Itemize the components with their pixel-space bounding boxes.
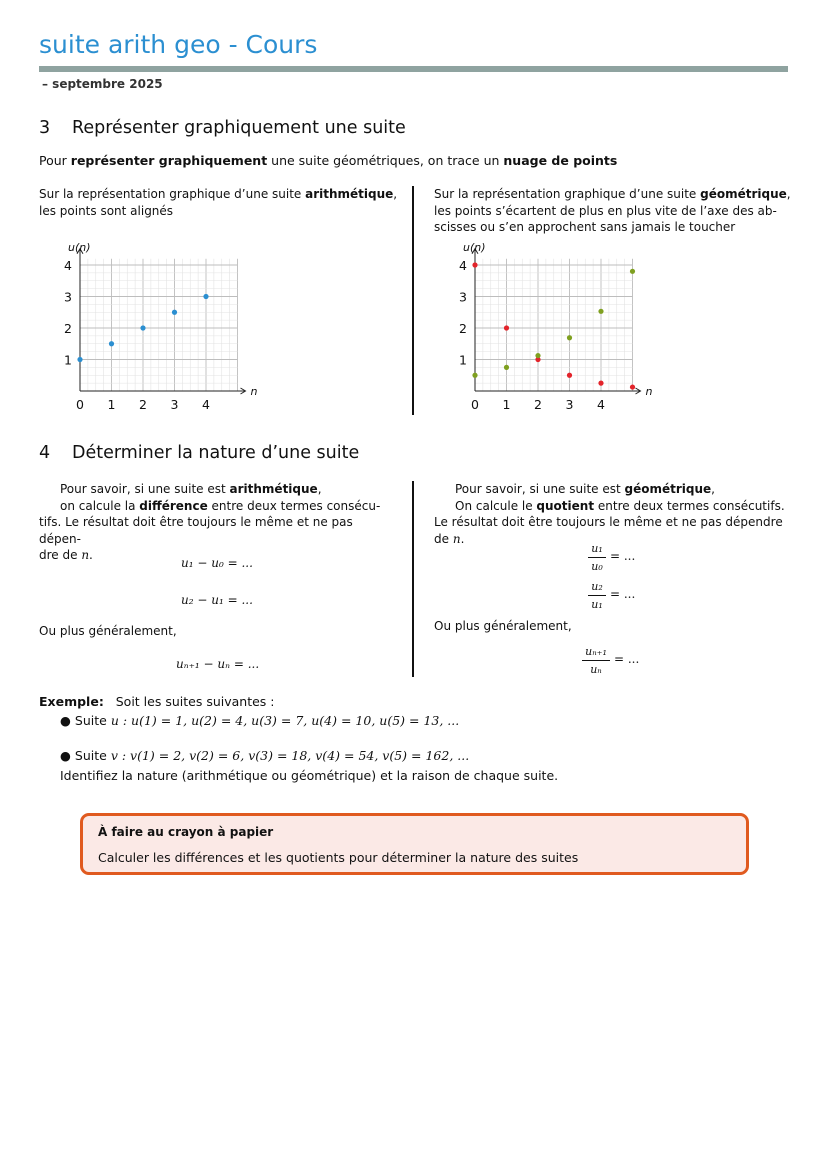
y-tick-label: 1 bbox=[64, 352, 72, 368]
fraction-quotient-1 bbox=[588, 542, 606, 573]
y-axis-label: u(n) bbox=[68, 241, 91, 254]
section-4-title: Déterminer la nature d’une suite bbox=[72, 443, 360, 463]
math-n: n bbox=[81, 548, 90, 562]
data-point bbox=[472, 262, 477, 267]
data-point bbox=[472, 373, 477, 378]
y-tick-label: 2 bbox=[64, 321, 72, 336]
caption-text: Sur la représentation graphique d’une suite bbox=[39, 187, 306, 201]
equation-diff-1: u₁ − u₀ = ... bbox=[181, 556, 253, 570]
task-box-title: À faire au crayon à papier bbox=[98, 825, 274, 839]
bullet-text: Suite bbox=[74, 713, 111, 728]
task-box bbox=[80, 813, 749, 875]
caption-bold-arith: arithmétique bbox=[305, 187, 394, 201]
y-tick-label: 4 bbox=[459, 258, 467, 273]
x-tick-label: 3 bbox=[170, 397, 179, 412]
intro-text: Pour bbox=[39, 153, 71, 168]
method-line3: tifs. Le résultat doit être toujours le même et ne pas dépen- bbox=[39, 515, 353, 546]
method-text: entre deux termes consécu- bbox=[207, 498, 381, 513]
data-point bbox=[630, 384, 635, 389]
example-bullet-u bbox=[60, 713, 459, 728]
sequence-u-terms: u : u(1) = 1, u(2) = 4, u(3) = 7, u(4) = 10, u(5) = 13, ... bbox=[110, 713, 460, 728]
fraction-denominator: u₀ bbox=[591, 560, 603, 573]
section-4-heading bbox=[39, 443, 359, 463]
data-point bbox=[140, 325, 145, 330]
section-3-intro bbox=[39, 153, 617, 168]
fraction-numerator: u₂ bbox=[591, 580, 603, 593]
x-axis-label: n bbox=[250, 385, 258, 398]
y-tick-label: 3 bbox=[64, 289, 72, 305]
example-heading bbox=[39, 694, 275, 709]
fraction-equals: = ... bbox=[614, 652, 640, 666]
method-bold-difference: différence bbox=[139, 498, 208, 513]
x-tick-label: 0 bbox=[76, 397, 84, 412]
fraction-numerator: u₁ bbox=[591, 542, 603, 555]
data-point bbox=[504, 325, 509, 330]
equation-diff-general: uₙ₊₁ − uₙ = ... bbox=[176, 657, 260, 671]
equation-diff-2: u₂ − u₁ = ... bbox=[181, 593, 253, 607]
title-rule bbox=[39, 66, 788, 72]
fraction-equals: = ... bbox=[610, 549, 636, 563]
x-tick-label: 1 bbox=[107, 397, 116, 412]
page-date: – septembre 2025 bbox=[42, 77, 163, 91]
caption-line2: les points sont alignés bbox=[39, 203, 174, 218]
method-bold-quotient: quotient bbox=[536, 498, 595, 513]
column-divider bbox=[412, 481, 414, 677]
fraction-denominator: u₁ bbox=[591, 598, 603, 611]
data-point bbox=[535, 353, 540, 358]
intro-bold-representer: représenter graphiquement bbox=[70, 153, 268, 168]
method-text: On calcule le bbox=[455, 498, 537, 513]
geometric-scatter-chart bbox=[450, 235, 653, 415]
fraction-denominator: uₙ bbox=[590, 663, 602, 676]
example-intro: Soit les suites suivantes : bbox=[115, 694, 275, 709]
method-line3: Le résultat doit être toujours le même et ne pas dépendre bbox=[434, 515, 783, 529]
method-text: Pour savoir, si une suite est bbox=[60, 482, 230, 496]
method-text: entre deux termes consécutifs. bbox=[594, 498, 785, 513]
x-tick-label: 3 bbox=[565, 397, 574, 412]
arith-method-text bbox=[39, 481, 395, 564]
method-text: Pour savoir, si une suite est bbox=[455, 482, 625, 496]
caption-line3: scisses ou s’en approchent sans jamais le toucher bbox=[434, 220, 736, 234]
task-box-text: Calculer les différences et les quotients pour déterminer la nature des suites bbox=[98, 850, 579, 865]
sequence-v-terms: v : v(1) = 2, v(2) = 6, v(3) = 18, v(4) = 54, v(5) = 162, ... bbox=[110, 748, 470, 763]
data-point bbox=[567, 335, 572, 340]
fraction-quotient-general bbox=[582, 645, 610, 676]
bullet-icon: ● bbox=[60, 713, 71, 728]
caption-bold-geo: géométrique bbox=[700, 187, 787, 201]
bullet-text: Suite bbox=[74, 748, 111, 763]
method-bold-geo: géométrique bbox=[624, 482, 712, 496]
method-bold-arith: arithmétique bbox=[229, 482, 318, 496]
x-tick-label: 4 bbox=[597, 397, 605, 412]
method-text: dre de bbox=[39, 548, 82, 562]
method-text: de bbox=[434, 531, 453, 546]
x-tick-label: 1 bbox=[502, 397, 511, 412]
example-question: Identifiez la nature (arithmétique ou géométrique) et la raison de chaque suite. bbox=[60, 768, 559, 783]
x-tick-label: 0 bbox=[471, 397, 479, 412]
data-point bbox=[504, 365, 509, 370]
x-tick-label: 4 bbox=[202, 397, 210, 412]
y-tick-label: 2 bbox=[459, 321, 467, 336]
fraction-quotient-2 bbox=[588, 580, 606, 611]
example-bullet-v bbox=[60, 748, 469, 763]
column-divider bbox=[412, 186, 414, 415]
section-4-number: 4 bbox=[39, 443, 51, 463]
data-point bbox=[77, 357, 82, 362]
data-point bbox=[598, 381, 603, 386]
fraction-equals: = ... bbox=[610, 587, 636, 601]
data-point bbox=[567, 373, 572, 378]
caption-line2: les points s’écartent de plus en plus vite de l’axe des ab- bbox=[434, 203, 777, 218]
y-tick-label: 3 bbox=[459, 289, 467, 305]
geo-graph-caption bbox=[434, 186, 794, 236]
method-punct: . bbox=[89, 548, 93, 562]
method-punct: , bbox=[317, 482, 322, 496]
page-title: suite arith geo - Cours bbox=[39, 30, 318, 59]
section-3-number: 3 bbox=[39, 118, 51, 138]
fraction-numerator: uₙ₊₁ bbox=[585, 645, 607, 658]
bullet-icon: ● bbox=[60, 748, 71, 763]
x-tick-label: 2 bbox=[534, 397, 542, 412]
data-point bbox=[203, 294, 208, 299]
geo-method-text bbox=[434, 481, 790, 547]
section-3-heading bbox=[39, 118, 406, 138]
y-tick-label: 1 bbox=[459, 352, 467, 368]
caption-text: Sur la représentation graphique d’une suite bbox=[434, 187, 701, 201]
method-punct: . bbox=[460, 531, 465, 546]
y-tick-label: 4 bbox=[64, 258, 72, 273]
section-3-title: Représenter graphiquement une suite bbox=[72, 118, 406, 138]
data-point bbox=[598, 309, 603, 314]
arithmetic-scatter-chart bbox=[55, 235, 258, 415]
data-point bbox=[172, 310, 177, 315]
intro-bold-nuage: nuage de points bbox=[503, 153, 618, 168]
data-point bbox=[109, 341, 114, 346]
data-point bbox=[630, 269, 635, 274]
caption-punct: , bbox=[786, 187, 791, 201]
math-n: n bbox=[452, 531, 461, 546]
x-axis-label: n bbox=[645, 385, 653, 398]
y-axis-label: u(n) bbox=[463, 241, 486, 254]
example-label: Exemple: bbox=[39, 694, 104, 709]
arith-graph-caption bbox=[39, 186, 399, 219]
intro-text-mid: une suite géométriques, on trace un bbox=[267, 153, 504, 168]
general-label-right: Ou plus généralement, bbox=[434, 619, 572, 633]
caption-punct: , bbox=[393, 187, 398, 201]
general-label-left: Ou plus généralement, bbox=[39, 624, 177, 638]
method-text: on calcule la bbox=[60, 498, 140, 513]
method-punct: , bbox=[711, 482, 715, 496]
x-tick-label: 2 bbox=[139, 397, 147, 412]
